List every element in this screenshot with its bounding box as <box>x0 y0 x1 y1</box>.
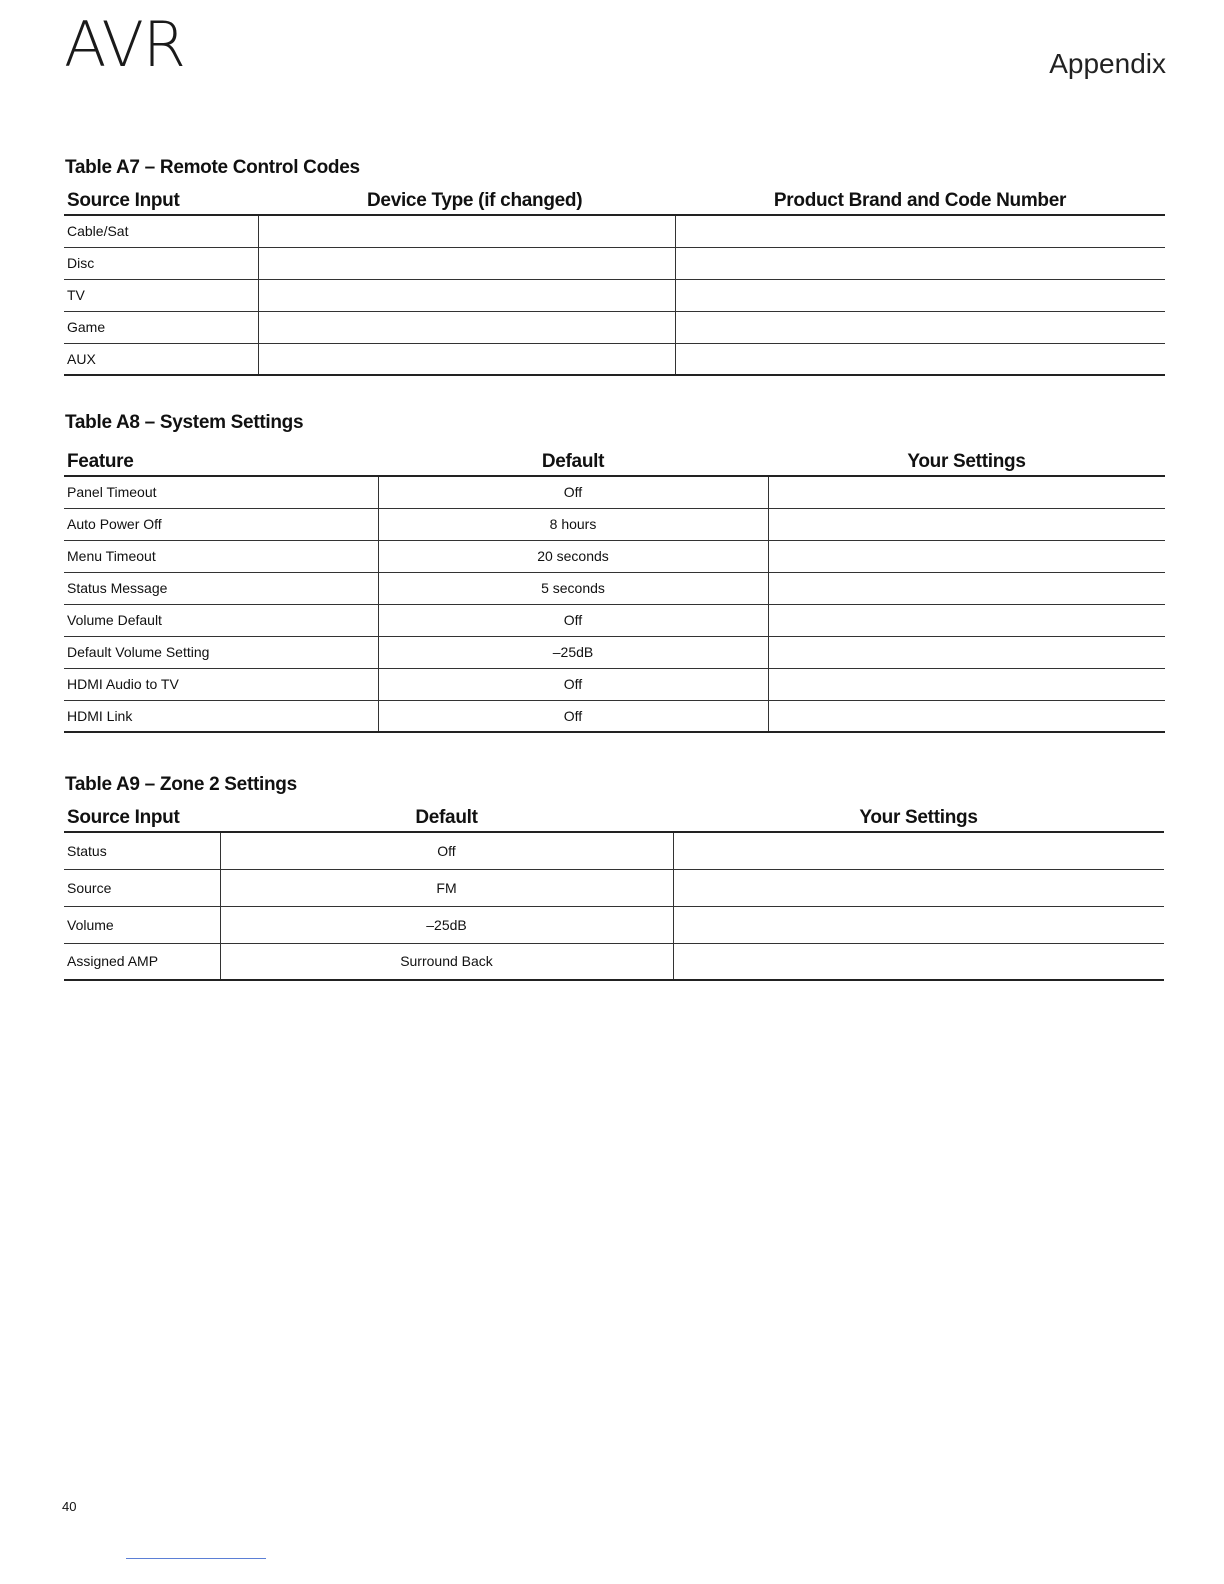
feature-cell: Volume Default <box>64 604 378 636</box>
device-type-cell[interactable] <box>258 279 675 311</box>
table-row <box>64 832 1164 869</box>
footer-divider <box>126 1558 266 1559</box>
table-row <box>64 279 1165 311</box>
your-settings-cell[interactable] <box>768 700 1165 732</box>
feature-cell: Panel Timeout <box>64 476 378 508</box>
device-type-cell[interactable] <box>258 311 675 343</box>
table-row <box>64 476 1165 508</box>
default-cell: Off <box>378 700 768 732</box>
your-settings-cell[interactable] <box>673 832 1164 869</box>
table-row <box>64 540 1165 572</box>
device-type-cell[interactable] <box>258 247 675 279</box>
feature-cell: Status Message <box>64 572 378 604</box>
column-header-your-settings: Your Settings <box>673 799 1164 832</box>
table-row <box>64 572 1165 604</box>
brand-code-cell[interactable] <box>675 343 1165 375</box>
column-header-source-input: Source Input <box>64 799 220 832</box>
section-label: Appendix <box>1049 48 1166 79</box>
default-cell: Off <box>378 668 768 700</box>
table-a7 <box>64 182 1165 376</box>
your-settings-cell[interactable] <box>768 508 1165 540</box>
feature-cell: HDMI Audio to TV <box>64 668 378 700</box>
table-a8 <box>64 443 1165 733</box>
default-cell: Off <box>378 604 768 636</box>
source-input-cell: TV <box>64 279 258 311</box>
default-cell: 8 hours <box>378 508 768 540</box>
table-a9 <box>64 799 1164 981</box>
column-header-source-input: Source Input <box>64 182 258 215</box>
table-row <box>64 700 1165 732</box>
your-settings-cell[interactable] <box>768 604 1165 636</box>
table-a9-title: Table A9 – Zone 2 Settings <box>65 774 297 795</box>
your-settings-cell[interactable] <box>768 476 1165 508</box>
source-input-cell: Assigned AMP <box>64 943 220 980</box>
feature-cell: Auto Power Off <box>64 508 378 540</box>
brand-code-cell[interactable] <box>675 311 1165 343</box>
default-cell: Off <box>378 476 768 508</box>
device-type-cell[interactable] <box>258 215 675 247</box>
table-row <box>64 215 1165 247</box>
your-settings-cell[interactable] <box>673 943 1164 980</box>
default-cell: 20 seconds <box>378 540 768 572</box>
table-row <box>64 508 1165 540</box>
default-cell: FM <box>220 869 673 906</box>
source-input-cell: Disc <box>64 247 258 279</box>
default-cell: 5 seconds <box>378 572 768 604</box>
your-settings-cell[interactable] <box>768 636 1165 668</box>
table-row <box>64 343 1165 375</box>
default-cell: –25dB <box>220 906 673 943</box>
brand-code-cell[interactable] <box>675 247 1165 279</box>
source-input-cell: Game <box>64 311 258 343</box>
table-row <box>64 604 1165 636</box>
your-settings-cell[interactable] <box>768 540 1165 572</box>
your-settings-cell[interactable] <box>768 668 1165 700</box>
source-input-cell: Status <box>64 832 220 869</box>
table-a8-title: Table A8 – System Settings <box>65 412 304 433</box>
table-row <box>64 636 1165 668</box>
source-input-cell: Source <box>64 869 220 906</box>
table-row <box>64 906 1164 943</box>
table-row <box>64 247 1165 279</box>
your-settings-cell[interactable] <box>673 906 1164 943</box>
feature-cell: Default Volume Setting <box>64 636 378 668</box>
brand-code-cell[interactable] <box>675 215 1165 247</box>
feature-cell: HDMI Link <box>64 700 378 732</box>
page-number: 40 <box>62 1499 77 1514</box>
column-header-brand-code: Product Brand and Code Number <box>675 182 1165 215</box>
column-header-default: Default <box>220 799 673 832</box>
brand-code-cell[interactable] <box>675 279 1165 311</box>
your-settings-cell[interactable] <box>673 869 1164 906</box>
default-cell: Surround Back <box>220 943 673 980</box>
feature-cell: Menu Timeout <box>64 540 378 572</box>
source-input-cell: Cable/Sat <box>64 215 258 247</box>
your-settings-cell[interactable] <box>768 572 1165 604</box>
default-cell: Off <box>220 832 673 869</box>
column-header-device-type: Device Type (if changed) <box>258 182 675 215</box>
source-input-cell: Volume <box>64 906 220 943</box>
device-type-cell[interactable] <box>258 343 675 375</box>
table-row <box>64 311 1165 343</box>
table-row <box>64 668 1165 700</box>
column-header-feature: Feature <box>64 443 378 476</box>
source-input-cell: AUX <box>64 343 258 375</box>
avr-logo: AVR <box>64 8 185 81</box>
default-cell: –25dB <box>378 636 768 668</box>
column-header-default: Default <box>378 443 768 476</box>
column-header-your-settings: Your Settings <box>768 443 1165 476</box>
table-a7-title: Table A7 – Remote Control Codes <box>65 157 360 178</box>
table-row <box>64 869 1164 906</box>
table-row <box>64 943 1164 980</box>
